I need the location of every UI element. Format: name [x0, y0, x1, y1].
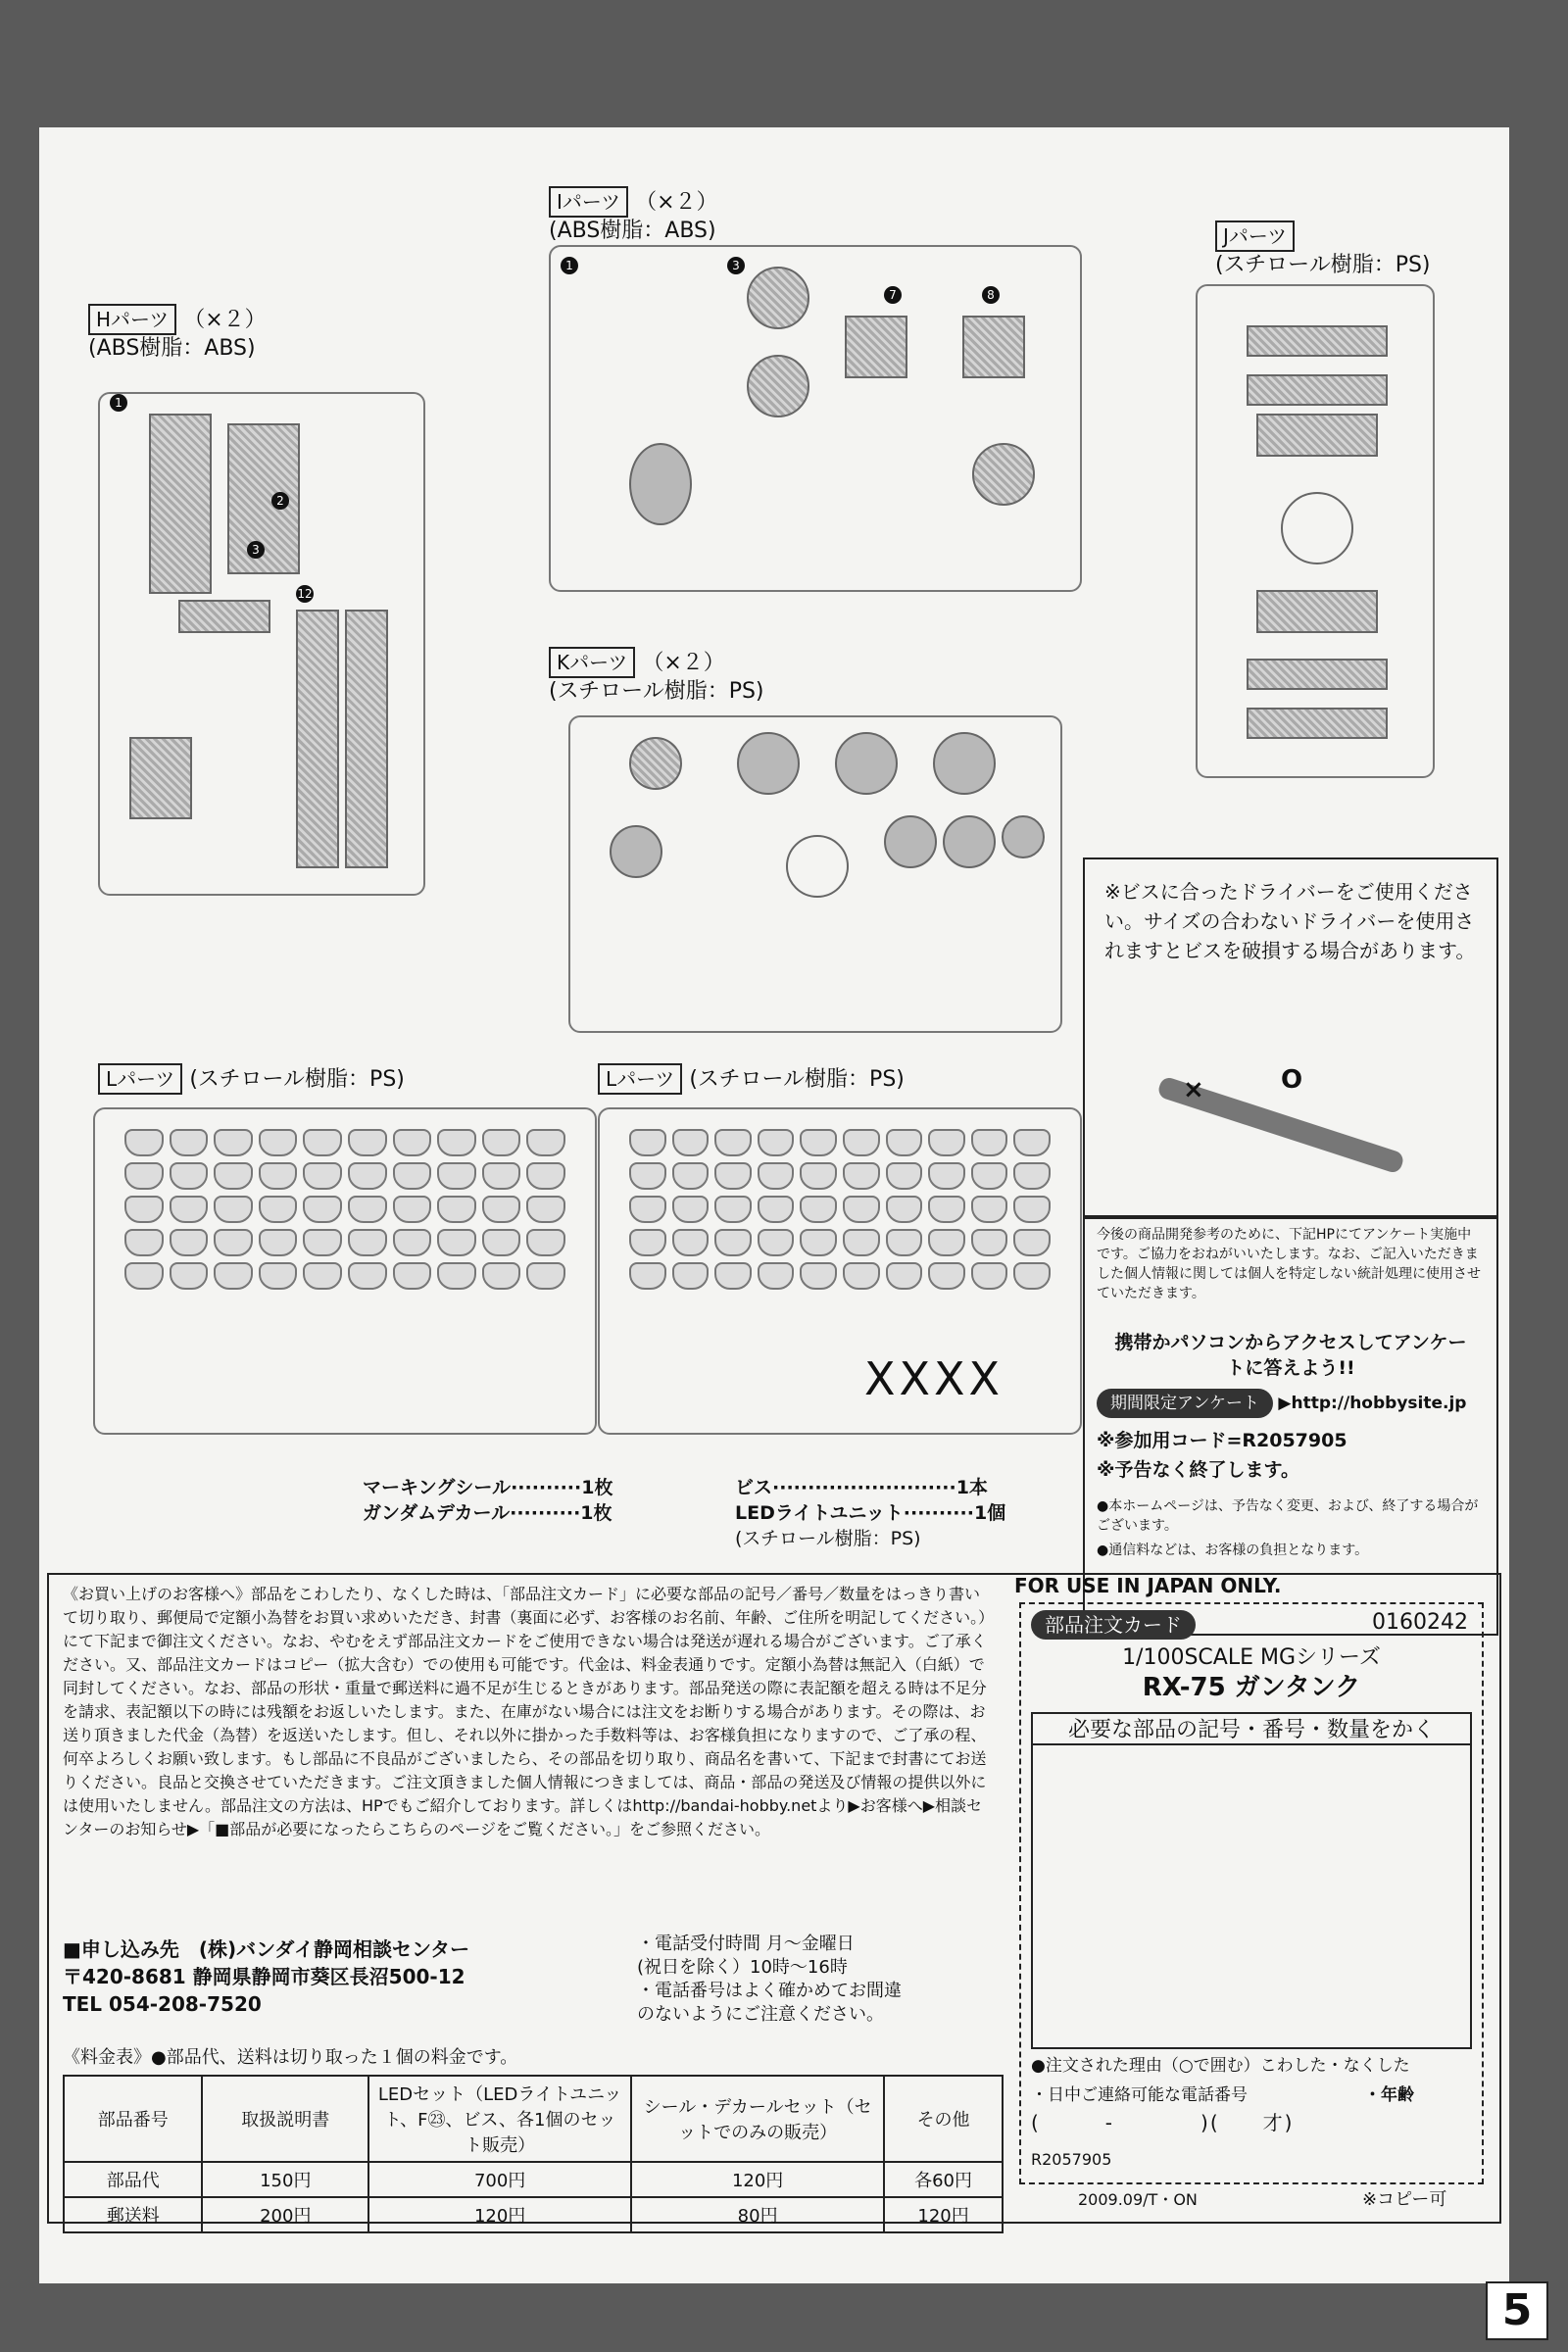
l-part	[526, 1162, 565, 1190]
survey-badge: 期間限定アンケート	[1097, 1389, 1273, 1418]
dest-label: ■申し込み先 (株)バンダイ静岡相談センター	[63, 1937, 470, 1961]
l2-parts-grid	[629, 1129, 1051, 1290]
order-body: 《お買い上げのお客様へ》部品をこわしたり、なくした時は、「部品注文カード」に必要な部品の記号／番号／数量をはっきり書いて切り取り、郵便局で定額小為替をお買い求めいただき、封書（裏面に必ず、お客様のお名前、年齢、ご住所を明記してください。）にて下記まで御注文ください。なお、やむをえず部品注文カードをご使用できない場合は発送が遅れる場合がございます。ご了承ください。又、部品注文カードはコピー（拡大含む）での使用も可能です。代金は、料金表通りです。定額小為替は無記入（白紙）で同封してください。なお、部品の形状・重量で郵送料に過不足が生じるときがあります。部品発送の際に表記額を超える時は不足分を請求、表記額以下の時には残額をお返しいたします。また、在庫がない場合には注文をお断りする場合があります。その際は、お送り頂きました代金（為替）を返送いたします。但し、それ以外に掛かった手数料等は、お客様負担になりますので、ご了承の程、何卒よろしくお願い致します。もし部品に不良品がございましたら、その部品を切り取り、商品名を書いて、下記まで封書にてお送りください。良品と交換させていただきます。ご注文頂きました個人情報につきましては、商品・部品の発送及び情報の提供以外には使用いたしません。部品注文の方法は、HPでもご紹介しております。詳しくはhttp://bandai-hobby.netより▶お客様へ▶相談センターのお知らせ▶「■部品が必要になったらこちらのページをご覧ください。」をご参照ください。	[63, 1585, 987, 1838]
h-part-13	[345, 610, 388, 868]
l-part	[437, 1262, 476, 1290]
l-part	[437, 1129, 476, 1156]
marking-qty: 1枚	[581, 1477, 613, 1498]
led-qty: 1個	[973, 1502, 1006, 1524]
l-part	[124, 1262, 164, 1290]
card-ref: R2057905	[1031, 2150, 1112, 2169]
l-part	[800, 1229, 837, 1256]
fee-r2c3: 80円	[631, 2197, 884, 2232]
l-part	[214, 1196, 253, 1223]
l-part	[928, 1129, 965, 1156]
l-part	[971, 1196, 1008, 1223]
l-part	[672, 1229, 710, 1256]
led-material: (スチロール樹脂：PS)	[735, 1528, 921, 1549]
l-part	[124, 1229, 164, 1256]
h-num-3: 3	[247, 541, 265, 559]
l-part	[971, 1162, 1008, 1190]
j-part-1b	[1247, 708, 1388, 739]
k-part-7	[610, 825, 662, 878]
l-part	[393, 1196, 432, 1223]
l-part	[800, 1129, 837, 1156]
order-destination	[63, 1936, 469, 2018]
l-part	[214, 1162, 253, 1190]
l-part	[303, 1229, 342, 1256]
l-part	[672, 1262, 710, 1290]
l-part	[843, 1196, 880, 1223]
l-part	[758, 1229, 795, 1256]
l-part	[672, 1196, 710, 1223]
runner-k-count: （×２）	[642, 651, 725, 675]
l-part	[714, 1229, 752, 1256]
l-part	[303, 1129, 342, 1156]
fee-r1c0: 部品代	[64, 2162, 202, 2197]
l-part	[214, 1262, 253, 1290]
l-part	[971, 1129, 1008, 1156]
l-part	[758, 1162, 795, 1190]
l-part	[526, 1129, 565, 1156]
decal-label: ガンダムデカール	[363, 1502, 511, 1524]
h-num-2: 2	[271, 492, 289, 510]
survey-text: 今後の商品開発参考のために、下記HPにてアンケート実施中です。ご協力をおねがいいたします。なお、ご記入いただきました個人情報に関しては個人を特定しない統計処理に使用させていただきます。	[1097, 1227, 1481, 1301]
l-part	[303, 1162, 342, 1190]
runner-k	[568, 715, 1062, 1033]
survey-note2: ●通信料などは、お客様の負担となります。	[1097, 1543, 1369, 1558]
k-part-10	[629, 737, 682, 790]
i-num-3: 3	[727, 257, 745, 274]
l-part	[843, 1129, 880, 1156]
instruction-sheet	[39, 127, 1509, 2283]
runner-l2-title	[598, 1063, 905, 1095]
l-part	[437, 1162, 476, 1190]
l-part	[170, 1129, 209, 1156]
fee-table	[63, 2075, 1004, 2233]
runner-l2	[598, 1107, 1082, 1435]
xxxx-mark: XXXX	[864, 1352, 1004, 1405]
runner-k-tag: Kパーツ	[549, 647, 635, 678]
runner-l2-tag: Lパーツ	[598, 1063, 682, 1095]
runner-k-title	[549, 647, 764, 706]
l-part	[886, 1262, 923, 1290]
i-part-11	[629, 443, 692, 525]
l-part	[843, 1162, 880, 1190]
k-part-12	[884, 815, 937, 868]
l-part	[170, 1262, 209, 1290]
runner-l1-material: (スチロール樹脂：PS)	[189, 1067, 405, 1092]
runner-i-count: （×２）	[635, 190, 718, 215]
runner-i	[549, 245, 1082, 592]
runner-h	[98, 392, 425, 896]
l-part	[170, 1162, 209, 1190]
l-part	[1013, 1196, 1051, 1223]
fee-r1c3: 120円	[631, 2162, 884, 2197]
runner-j-material: (スチロール樹脂：PS)	[1215, 253, 1431, 277]
l-part	[928, 1162, 965, 1190]
fee-caption: 《料金表》●部品代、送料は切り取った１個の料金です。	[63, 2047, 518, 2068]
k-part-14	[1002, 815, 1045, 858]
survey-url[interactable]: ▶http://hobbysite.jp	[1278, 1394, 1467, 1413]
l1-parts-grid	[124, 1129, 565, 1290]
wrong-mark: ×	[1183, 1075, 1204, 1104]
j-part-3a	[1256, 414, 1378, 457]
survey-headline: 携帯かパソコンからアクセスしてアンケートに答えよう!!	[1114, 1332, 1467, 1379]
card-product: RX-75 ガンタンク	[1142, 1673, 1361, 1702]
footer-date: 2009.09/T・ON	[1078, 2190, 1198, 2209]
l-part	[259, 1162, 298, 1190]
i-part-8	[962, 316, 1025, 378]
runner-h-title	[88, 304, 267, 363]
l-part	[1013, 1262, 1051, 1290]
hours-1: ・電話受付時間 月〜金曜日	[637, 1934, 855, 1954]
card-age: ・年齢	[1364, 2085, 1414, 2105]
l-part	[214, 1129, 253, 1156]
k-part-13	[943, 815, 996, 868]
marking-label: マーキングシール	[363, 1477, 512, 1498]
runner-k-material: (スチロール樹脂：PS)	[549, 679, 764, 704]
fee-r2c2: 120円	[368, 2197, 631, 2232]
l-part	[800, 1162, 837, 1190]
runner-l1	[93, 1107, 597, 1435]
fee-h2: LEDセット（LEDライトユニット、F㉓、ビス、各1個のセット販売）	[368, 2076, 631, 2162]
l-part	[482, 1196, 521, 1223]
runner-j	[1196, 284, 1435, 778]
l-part	[124, 1162, 164, 1190]
l-part	[886, 1196, 923, 1223]
l-part	[800, 1262, 837, 1290]
l-part	[629, 1129, 666, 1156]
card-title: 部品注文カード	[1031, 1610, 1196, 1640]
l-part	[800, 1196, 837, 1223]
card-title-row	[1031, 1610, 1196, 1640]
l-part	[886, 1129, 923, 1156]
order-card	[1019, 1602, 1484, 2184]
h-num-1: 1	[110, 394, 127, 412]
l-part	[348, 1129, 387, 1156]
l-part	[482, 1162, 521, 1190]
j-part-2a	[1247, 374, 1388, 406]
card-field[interactable]	[1031, 1712, 1472, 2049]
l-part	[170, 1196, 209, 1223]
l-part	[437, 1229, 476, 1256]
l-part	[928, 1229, 965, 1256]
card-reason[interactable]: ●注文された理由（○で囲む）こわした・なくした	[1031, 2056, 1410, 2076]
k-center	[786, 835, 849, 898]
fee-r1c2: 700円	[368, 2162, 631, 2197]
dest-tel: TEL 054-208-7520	[63, 1992, 262, 2016]
screw-qty: 1本	[956, 1477, 988, 1498]
l-part	[629, 1262, 666, 1290]
l-part	[482, 1129, 521, 1156]
h-part-12	[296, 610, 339, 868]
l-part	[393, 1262, 432, 1290]
order-section	[47, 1573, 1501, 2227]
k-part-11	[737, 732, 800, 795]
l-part	[348, 1262, 387, 1290]
fee-r2c0: 郵送料	[64, 2197, 202, 2232]
runner-i-tag: Iパーツ	[549, 186, 628, 218]
l-part	[672, 1162, 710, 1190]
l-part	[843, 1229, 880, 1256]
l-part	[393, 1129, 432, 1156]
h-part-1	[149, 414, 212, 594]
l-part	[1013, 1229, 1051, 1256]
japan-only: FOR USE IN JAPAN ONLY.	[1014, 1574, 1282, 1597]
i-part-7	[845, 316, 907, 378]
runner-j-tag: Jパーツ	[1215, 220, 1295, 252]
hours-3: ・電話番号はよく確かめてお間違	[637, 1981, 902, 2001]
l-part	[170, 1229, 209, 1256]
runner-j-title	[1215, 220, 1431, 279]
l-part	[259, 1262, 298, 1290]
l-part	[928, 1262, 965, 1290]
j-part-3b	[1256, 590, 1378, 633]
fee-r2c1: 200円	[202, 2197, 368, 2232]
extras-right: ビス··························1本 LEDライトユニット··········1個 (スチロール樹脂：PS)	[735, 1477, 1006, 1549]
l-part	[482, 1262, 521, 1290]
l-part	[259, 1196, 298, 1223]
l-part	[758, 1262, 795, 1290]
fee-h4: その他	[884, 2076, 1003, 2162]
runner-h-count: （×２）	[183, 308, 267, 332]
card-phone-blank[interactable]: ( - )( 才)	[1031, 2111, 1295, 2134]
l-part	[526, 1262, 565, 1290]
j-part-2b	[1247, 659, 1388, 690]
l-part	[393, 1229, 432, 1256]
j-center	[1281, 492, 1353, 564]
driver-note-box	[1083, 858, 1498, 1219]
driver-note-text: ※ビスに合ったドライバーをご使用ください。サイズの合わないドライバーを使用されますとビスを破損する場合があります。	[1104, 880, 1476, 962]
l-part	[303, 1262, 342, 1290]
survey-note1: ●本ホームページは、予告なく変更、および、終了する場合がございます。	[1097, 1498, 1479, 1534]
l-part	[629, 1196, 666, 1223]
runner-l1-tag: Lパーツ	[98, 1063, 182, 1095]
l-part	[629, 1229, 666, 1256]
runner-l1-title	[98, 1063, 405, 1095]
j-part-1a	[1247, 325, 1388, 357]
driver-illustration	[1114, 1055, 1467, 1202]
h-num-12: 12	[297, 587, 313, 601]
fee-r2c4: 120円	[884, 2197, 1003, 2232]
l-part	[928, 1196, 965, 1223]
i-part-17	[972, 443, 1035, 506]
h-part-3	[178, 600, 270, 633]
right-mark: O	[1281, 1065, 1303, 1095]
l-part	[348, 1162, 387, 1190]
l-part	[214, 1229, 253, 1256]
l-part	[629, 1162, 666, 1190]
l-part	[1013, 1162, 1051, 1190]
l-part	[714, 1129, 752, 1156]
l-part	[886, 1162, 923, 1190]
l-part	[843, 1262, 880, 1290]
card-phone: ・日中ご連絡可能な電話番号	[1031, 2085, 1248, 2105]
fee-h1: 取扱説明書	[202, 2076, 368, 2162]
survey-code: ※参加用コード=R2057905	[1097, 1430, 1348, 1451]
dest-zip: 〒420-8681 静岡県静岡市葵区長沼500-12	[63, 1965, 466, 1988]
l-part	[393, 1162, 432, 1190]
h-part-8	[129, 737, 192, 819]
l-part	[672, 1129, 710, 1156]
hours-4: のないようにご注意ください。	[637, 2004, 884, 2025]
l-part	[758, 1196, 795, 1223]
l-part	[714, 1162, 752, 1190]
l-part	[886, 1229, 923, 1256]
i-num-8: 8	[982, 286, 1000, 304]
i-num-7: 7	[884, 286, 902, 304]
extras-left: マーキングシール··········1枚 ガンダムデカール··········1枚	[363, 1477, 613, 1524]
runner-h-material: (ABS樹脂：ABS)	[88, 336, 256, 361]
runner-l2-material: (スチロール樹脂：PS)	[689, 1067, 905, 1092]
l-part	[714, 1196, 752, 1223]
l-part	[714, 1262, 752, 1290]
i-part-3	[747, 267, 809, 329]
fee-r1c1: 150円	[202, 2162, 368, 2197]
l-part	[348, 1196, 387, 1223]
l-part	[437, 1196, 476, 1223]
l-part	[526, 1229, 565, 1256]
l-part	[124, 1196, 164, 1223]
hours-2: (祝日を除く）10時〜16時	[637, 1957, 848, 1978]
l-part	[971, 1262, 1008, 1290]
l-part	[124, 1129, 164, 1156]
page-number: 5	[1486, 2281, 1548, 2340]
l-part	[303, 1196, 342, 1223]
led-label: LEDライトユニット	[735, 1502, 904, 1524]
i-part-6	[747, 355, 809, 417]
decal-qty: 1枚	[580, 1502, 612, 1524]
l-part	[1013, 1129, 1051, 1156]
runner-h-tag: Hパーツ	[88, 304, 176, 335]
k-part-16	[933, 732, 996, 795]
l-part	[348, 1229, 387, 1256]
fee-r1c4: 各60円	[884, 2162, 1003, 2197]
card-copy: ※コピー可	[1362, 2189, 1447, 2210]
k-part-15	[835, 732, 898, 795]
order-hours	[637, 1933, 902, 2027]
i-num-1: 1	[561, 257, 578, 274]
l-part	[971, 1229, 1008, 1256]
survey-url-row	[1097, 1389, 1489, 1418]
screw-label: ビス	[735, 1477, 773, 1498]
runner-i-title	[549, 186, 718, 245]
card-field-label: 必要な部品の記号・番号・数量をかく	[1033, 1718, 1470, 1745]
fee-h3: シール・デカールセット（セットでのみの販売）	[631, 2076, 884, 2162]
runner-i-material: (ABS樹脂：ABS)	[549, 219, 716, 243]
l-part	[259, 1129, 298, 1156]
l-part	[758, 1129, 795, 1156]
card-code: 0160242	[1372, 1610, 1468, 1635]
l-part	[526, 1196, 565, 1223]
fee-h0: 部品番号	[64, 2076, 202, 2162]
l-part	[259, 1229, 298, 1256]
survey-end: ※予告なく終了します。	[1097, 1459, 1299, 1481]
l-part	[482, 1229, 521, 1256]
card-series: 1/100SCALE MGシリーズ	[1122, 1645, 1381, 1670]
